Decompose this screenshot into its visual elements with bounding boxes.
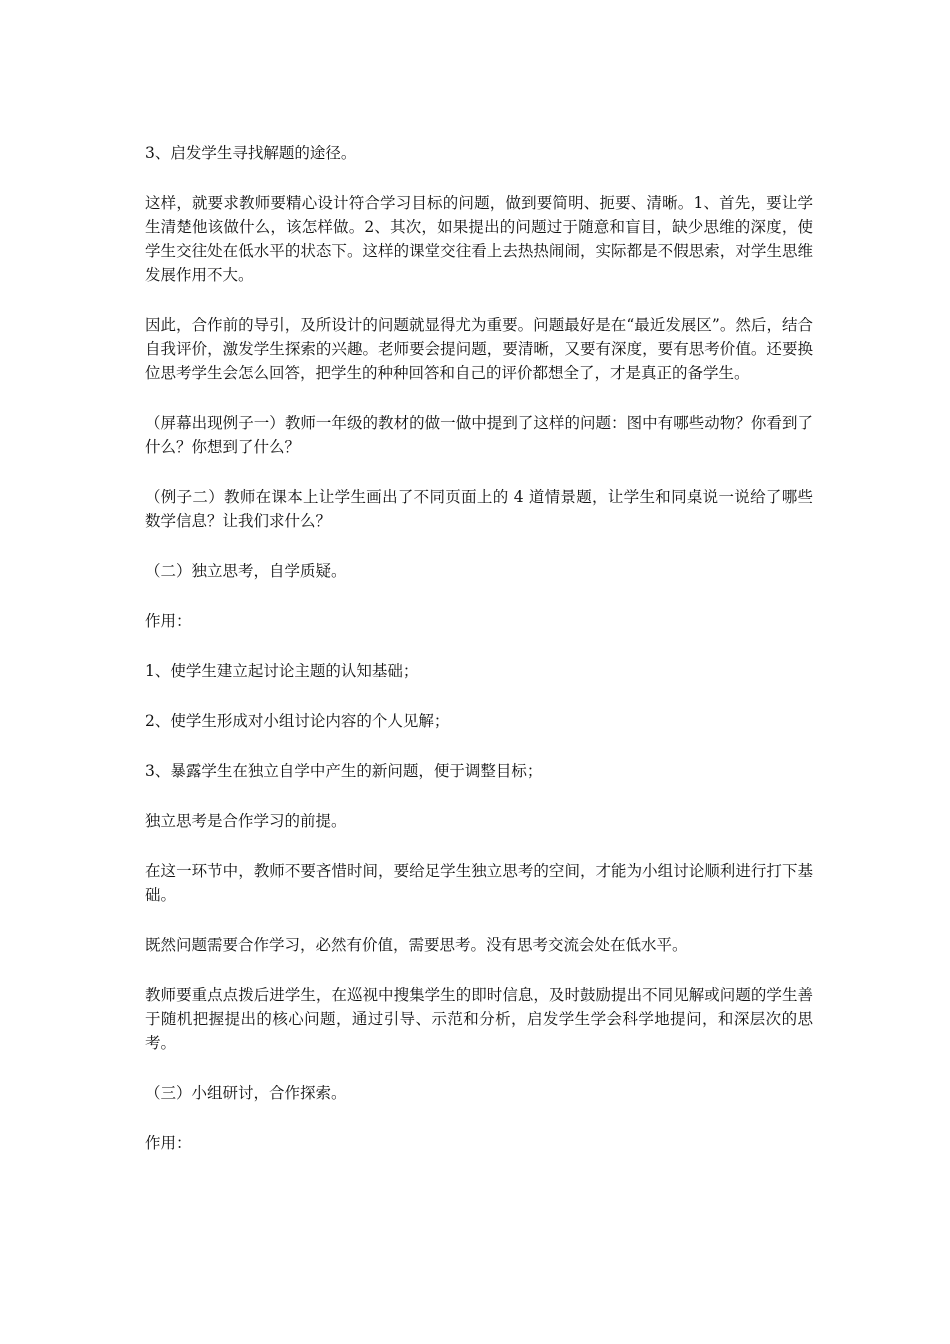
list-item-function-3: 3、暴露学生在独立自学中产生的新问题，便于调整目标； [145, 762, 543, 780]
paragraph-example-two: （例子二）教师在课本上让学生画出了不同页面上的 4 道情景题，让学生和同桌说一说给了哪些数学信息？让我们求什么？ [145, 488, 813, 530]
list-item-function-2: 2、使学生形成对小组讨论内容的个人见解； [145, 712, 450, 730]
paragraph-step-3: 3、启发学生寻找解题的途径。 [145, 144, 357, 162]
document-body [145, 141, 813, 1181]
section-heading-group-discussion: （三）小组研讨，合作探索。 [145, 1084, 347, 1102]
paragraph-teacher-guidance: 教师要重点点拨后进学生，在巡视中搜集学生的即时信息，及时鼓励提出不同见解或问题的学生善于随机把握提出的核心问题，通过引导、示范和分析，启发学生学会科学地提问，和深层次的思考。 [145, 986, 813, 1052]
paragraph-function-label-2: 作用： [145, 1134, 192, 1152]
paragraph-value-thinking: 既然问题需要合作学习，必然有价值，需要思考。没有思考交流会处在低水平。 [145, 936, 688, 954]
list-item-function-1: 1、使学生建立起讨论主题的认知基础； [145, 662, 419, 680]
paragraph-give-time: 在这一环节中，教师不要吝惜时间，要给足学生独立思考的空间，才能为小组讨论顺利进行打下基础。 [145, 862, 813, 904]
paragraph-question-design: 这样，就要求教师要精心设计符合学习目标的问题，做到要简明、扼要、清晰。1、首先，要让学生清楚他该做什么，该怎样做。2、其次，如果提出的问题过于随意和盲目，缺少思维的深度，使学生交往处在低水平的状态下。这样的课堂交往看上去热热闹闹，实际都是不假思索，对学生思维发展作用不大。 [145, 194, 813, 284]
paragraph-guidance-importance: 因此，合作前的导引，及所设计的问题就显得尤为重要。问题最好是在“最近发展区”。然后，结合自我评价，激发学生探索的兴趣。老师要会提问题，要清晰，又要有深度，要有思考价值。还要换位思考学生会怎么回答，把学生的种种回答和自己的评价都想全了，才是真正的备学生。 [145, 316, 813, 382]
paragraph-premise: 独立思考是合作学习的前提。 [145, 812, 347, 830]
section-heading-independent-thinking: （二）独立思考，自学质疑。 [145, 562, 347, 580]
paragraph-function-label: 作用： [145, 612, 192, 630]
paragraph-example-one: （屏幕出现例子一）教师一年级的教材的做一做中提到了这样的问题：图中有哪些动物？你看到了什么？你想到了什么？ [145, 414, 813, 456]
